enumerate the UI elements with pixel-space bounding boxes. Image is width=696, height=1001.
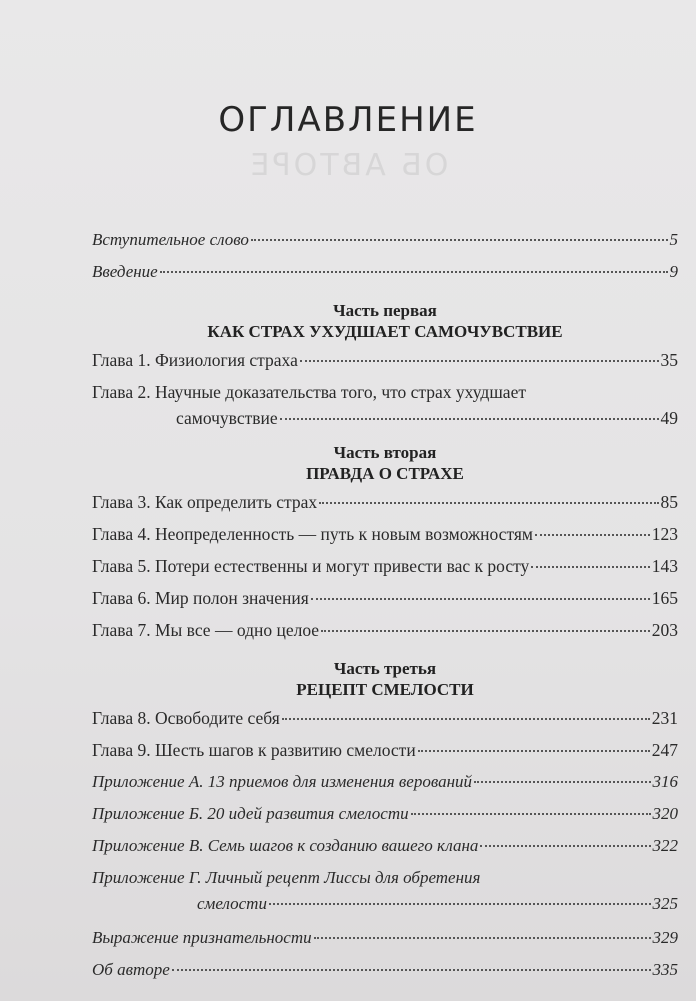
- page-number: 231: [651, 708, 678, 728]
- page-number: 322: [652, 836, 678, 855]
- toc-entry-appendix-a[interactable]: Приложение А. 13 приемов для изменения верований 316: [92, 772, 678, 791]
- page-number: 325: [652, 894, 678, 913]
- dot-leader: [160, 271, 668, 273]
- page-number: 5: [669, 230, 678, 249]
- page-number: 85: [660, 492, 678, 512]
- page-number: 203: [651, 620, 678, 640]
- dot-leader: [418, 750, 650, 752]
- dot-leader: [474, 781, 650, 783]
- part-heading-2: Часть вторая ПРАВДА О СТРАХЕ: [306, 443, 464, 483]
- page-number: 165: [651, 588, 678, 608]
- page-title: ОГЛАВЛЕНИЕ: [218, 100, 478, 140]
- page-number: 9: [669, 262, 678, 281]
- dot-leader: [311, 598, 650, 600]
- toc-entry-chapter-7[interactable]: Глава 7. Мы все — одно целое 203: [92, 620, 678, 640]
- toc-entry-chapter-9[interactable]: Глава 9. Шесть шагов к развитию смелости 247: [92, 740, 678, 760]
- toc-entry-appendix-g[interactable]: Приложение Г. Личный рецепт Лиссы для обретения смелости 325: [92, 868, 678, 913]
- page-number: 320: [652, 804, 678, 823]
- dot-leader: [321, 630, 650, 632]
- toc-entry-chapter-4[interactable]: Глава 4. Неопределенность — путь к новым возможностям 123: [92, 524, 678, 544]
- dot-leader: [314, 937, 651, 939]
- dot-leader: [535, 534, 650, 536]
- dot-leader: [280, 418, 659, 420]
- toc-entry-chapter-8[interactable]: Глава 8. Освободите себя 231: [92, 708, 678, 728]
- toc-entry-chapter-3[interactable]: Глава 3. Как определить страх 85: [92, 492, 678, 512]
- table-of-contents: [92, 230, 678, 992]
- page-number: 335: [652, 960, 678, 979]
- part-heading-1: Часть первая КАК СТРАХ УХУДШАЕТ САМОЧУВСТВИЕ: [207, 301, 563, 341]
- dot-leader: [172, 969, 651, 971]
- dot-leader: [411, 813, 651, 815]
- toc-entry-chapter-5[interactable]: Глава 5. Потери естественны и могут привести вас к росту 143: [92, 556, 678, 576]
- dot-leader: [319, 502, 658, 504]
- toc-entry-appendix-b[interactable]: Приложение Б. 20 идей развития смелости 320: [92, 804, 678, 823]
- dot-leader: [251, 239, 668, 241]
- page-number: 316: [652, 772, 678, 791]
- dot-leader: [269, 903, 651, 905]
- dot-leader: [531, 566, 649, 568]
- toc-entry-acknowledgements[interactable]: Выражение признательности 329: [92, 928, 678, 947]
- toc-entry-chapter-1[interactable]: Глава 1. Физиология страха 35: [92, 350, 678, 370]
- dot-leader: [282, 718, 650, 720]
- toc-entry-foreword[interactable]: Вступительное слово 5: [92, 230, 678, 249]
- page-number: 247: [651, 740, 678, 760]
- page-number: 143: [651, 556, 678, 576]
- toc-entry-chapter-2[interactable]: Глава 2. Научные доказательства того, что страх ухудшает самочувствие 49: [92, 382, 678, 428]
- dot-leader: [480, 845, 650, 847]
- page-number: 329: [652, 928, 678, 947]
- part-heading-3: Часть третья РЕЦЕПТ СМЕЛОСТИ: [296, 659, 474, 699]
- bleed-through-text: ОБ АВТОРЕ: [247, 148, 449, 183]
- page-number: 49: [660, 408, 678, 428]
- dot-leader: [300, 360, 659, 362]
- toc-entry-introduction[interactable]: Введение 9: [92, 262, 678, 281]
- toc-entry-about-author[interactable]: Об авторе 335: [92, 960, 678, 979]
- page-number: 123: [651, 524, 678, 544]
- page-number: 35: [660, 350, 678, 370]
- toc-entry-chapter-6[interactable]: Глава 6. Мир полон значения 165: [92, 588, 678, 608]
- toc-entry-appendix-v[interactable]: Приложение В. Семь шагов к созданию вашего клана 322: [92, 836, 678, 855]
